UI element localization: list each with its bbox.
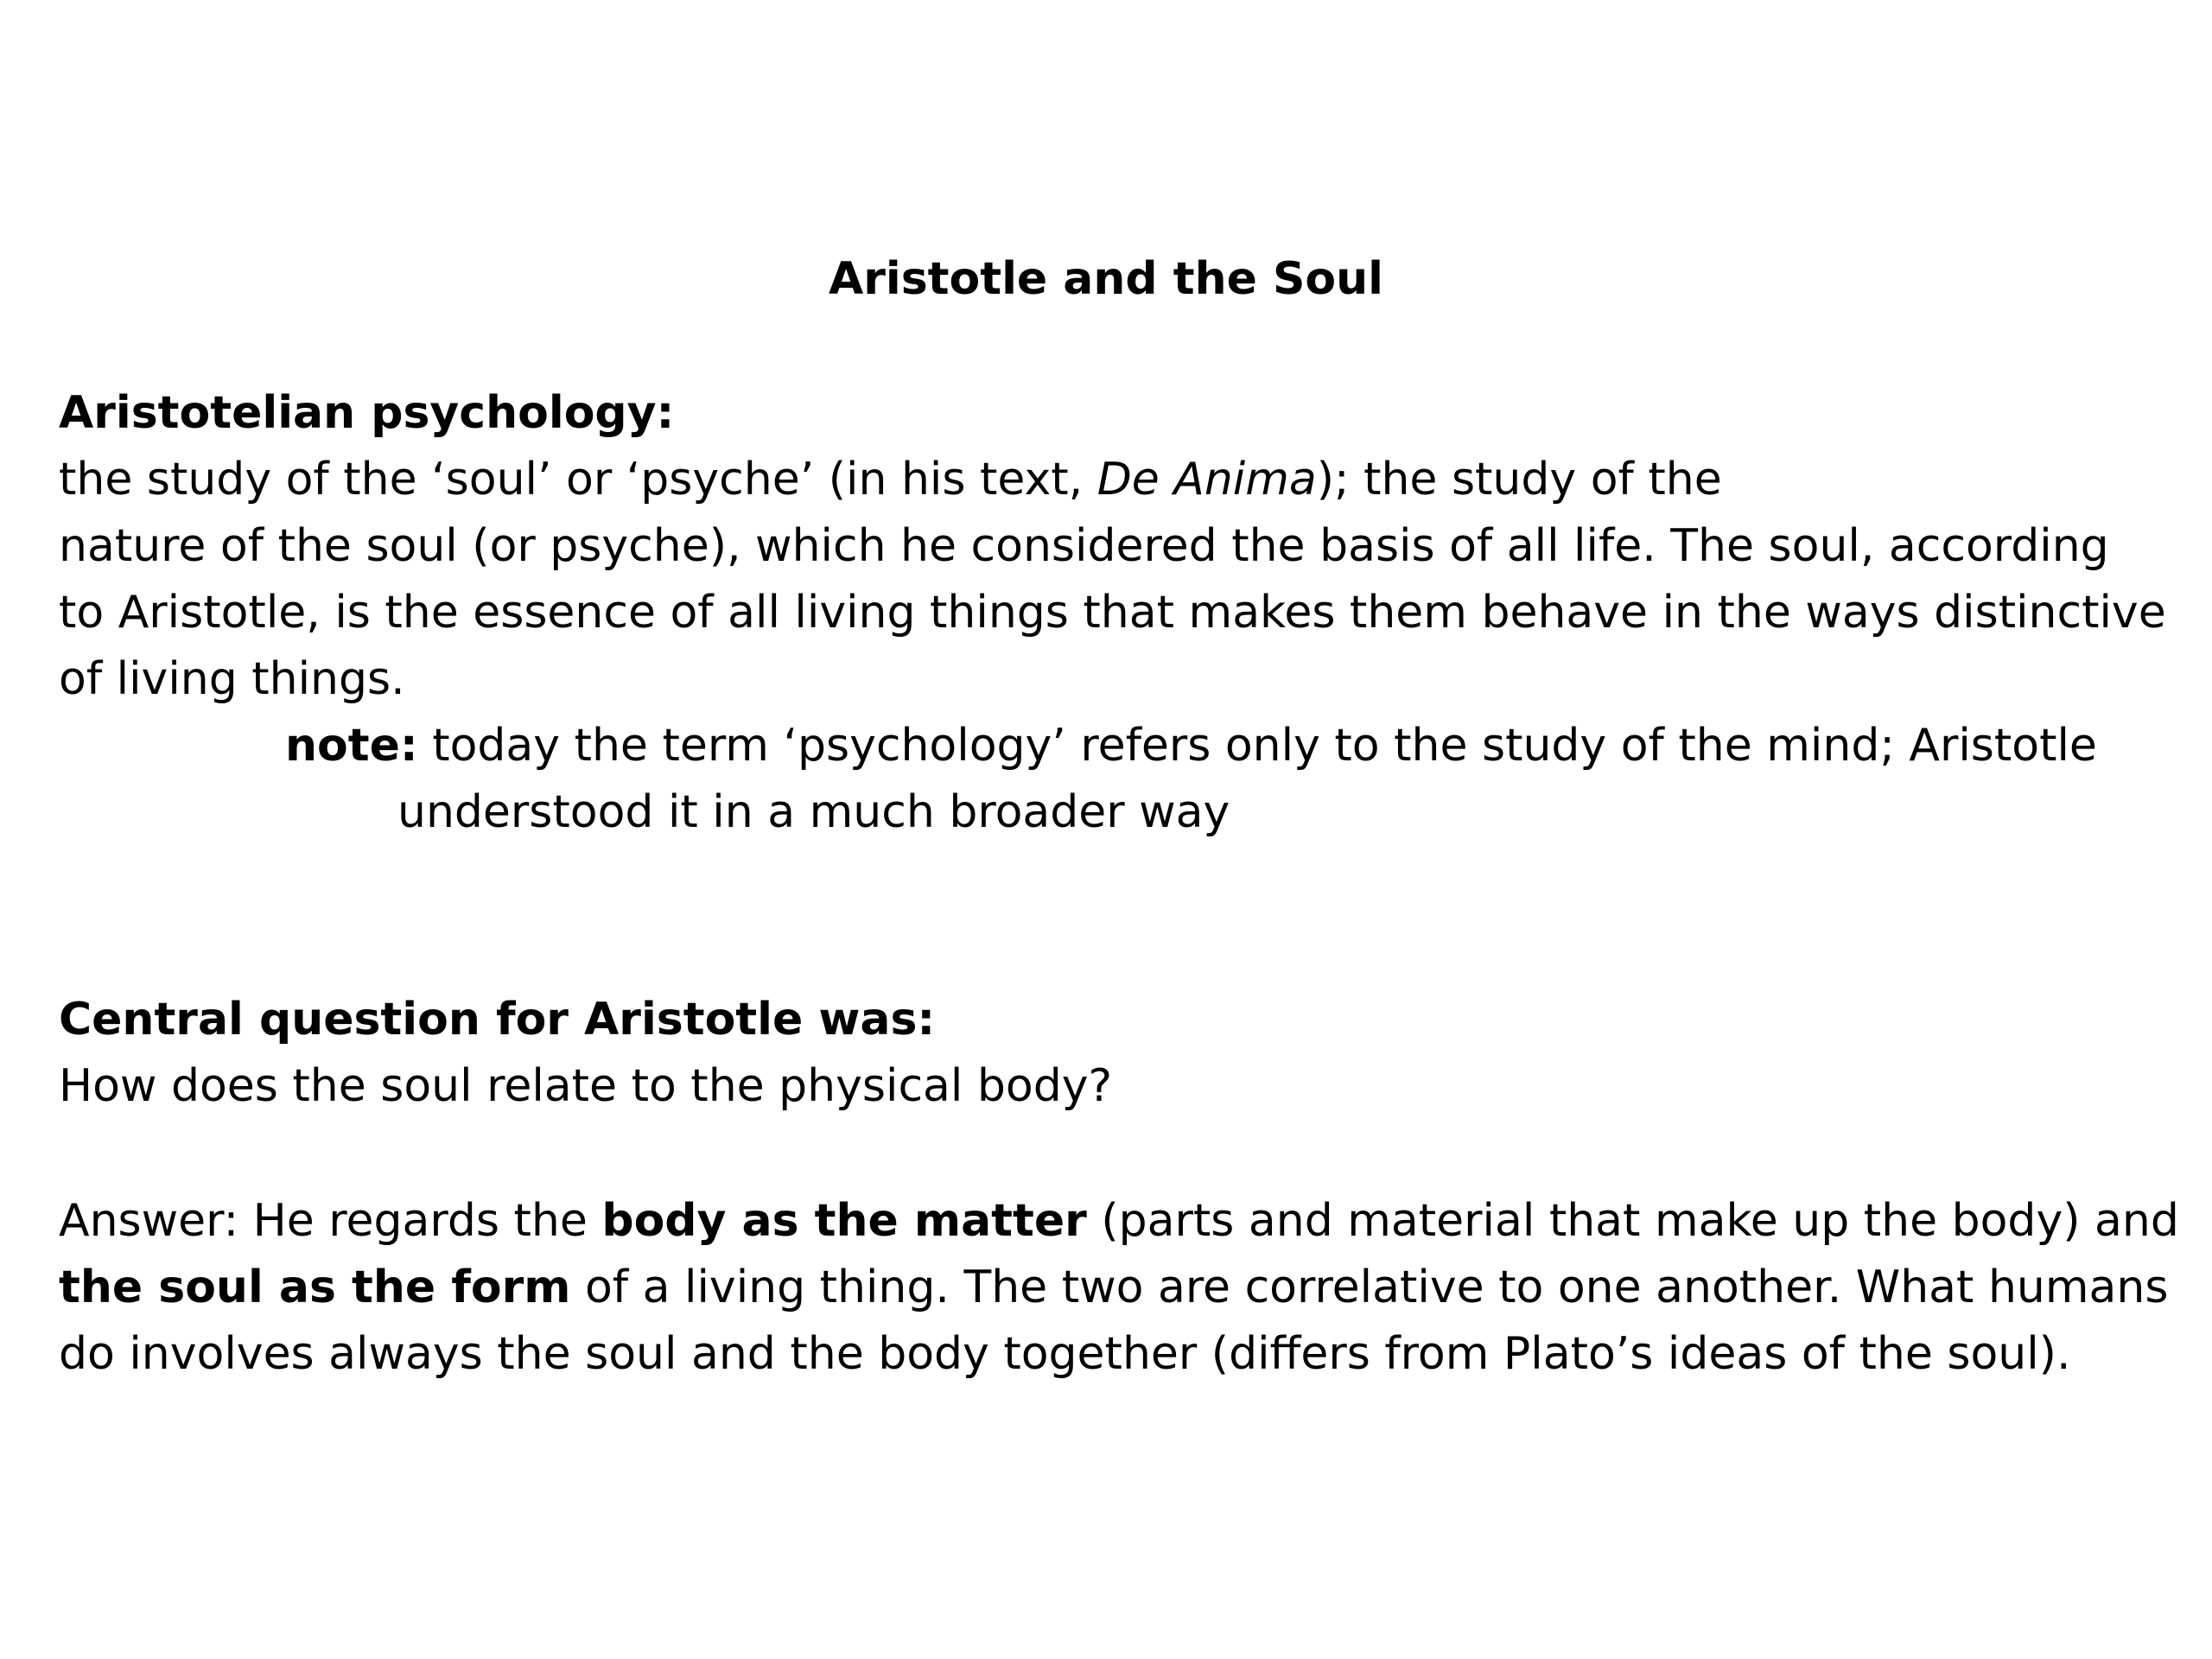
text-run: of a living thing. The two are correlative to one another. What humans [570,1262,2169,1313]
bold-phrase: the soul as the form [59,1262,571,1313]
note-text: today the term ‘psychology’ refers only to the study of the mind; Aristotle [417,720,2097,772]
note-line: understood it in a much broader way [397,786,1230,838]
text-run: the study of the ‘soul’ or ‘psyche’ (in his text, [59,454,1097,505]
paragraph-line [59,447,2167,513]
bold-phrase: body as the matter [601,1195,1087,1247]
italic-title: De Anima [1096,454,1317,505]
paragraph-line [59,1188,2179,1255]
section-central-question [59,987,2167,1120]
paragraph-line: do involves always the soul and the body together (differs from Plato’s ideas of the soul). [59,1328,2071,1380]
section-heading: Aristotelian psychology: [59,387,675,439]
question-text: How does the soul relate to the physical body? [59,1060,1113,1112]
section-answer [59,1188,2179,1388]
text-run: Answer: He regards the [59,1195,602,1247]
section-heading: Central question for Aristotle was: [59,994,936,1046]
paragraph-line: nature of the soul (or psyche), which he considered the basis of all life. The soul, according [59,520,2109,572]
note-line [59,713,2167,779]
paragraph-line: to Aristotle, is the essence of all living things that makes them behave in the ways distinctive [59,587,2166,639]
note-label: note: [285,720,418,772]
slide-title: Aristotle and the Soul [828,253,1383,305]
text-run: (parts and material that make up the body) and [1086,1195,2179,1247]
paragraph-line [59,1255,2167,1321]
section-aristotelian-psychology [59,380,2167,846]
paragraph-line: of living things. [59,653,405,705]
text-run: ); the study of the [1316,454,1722,505]
